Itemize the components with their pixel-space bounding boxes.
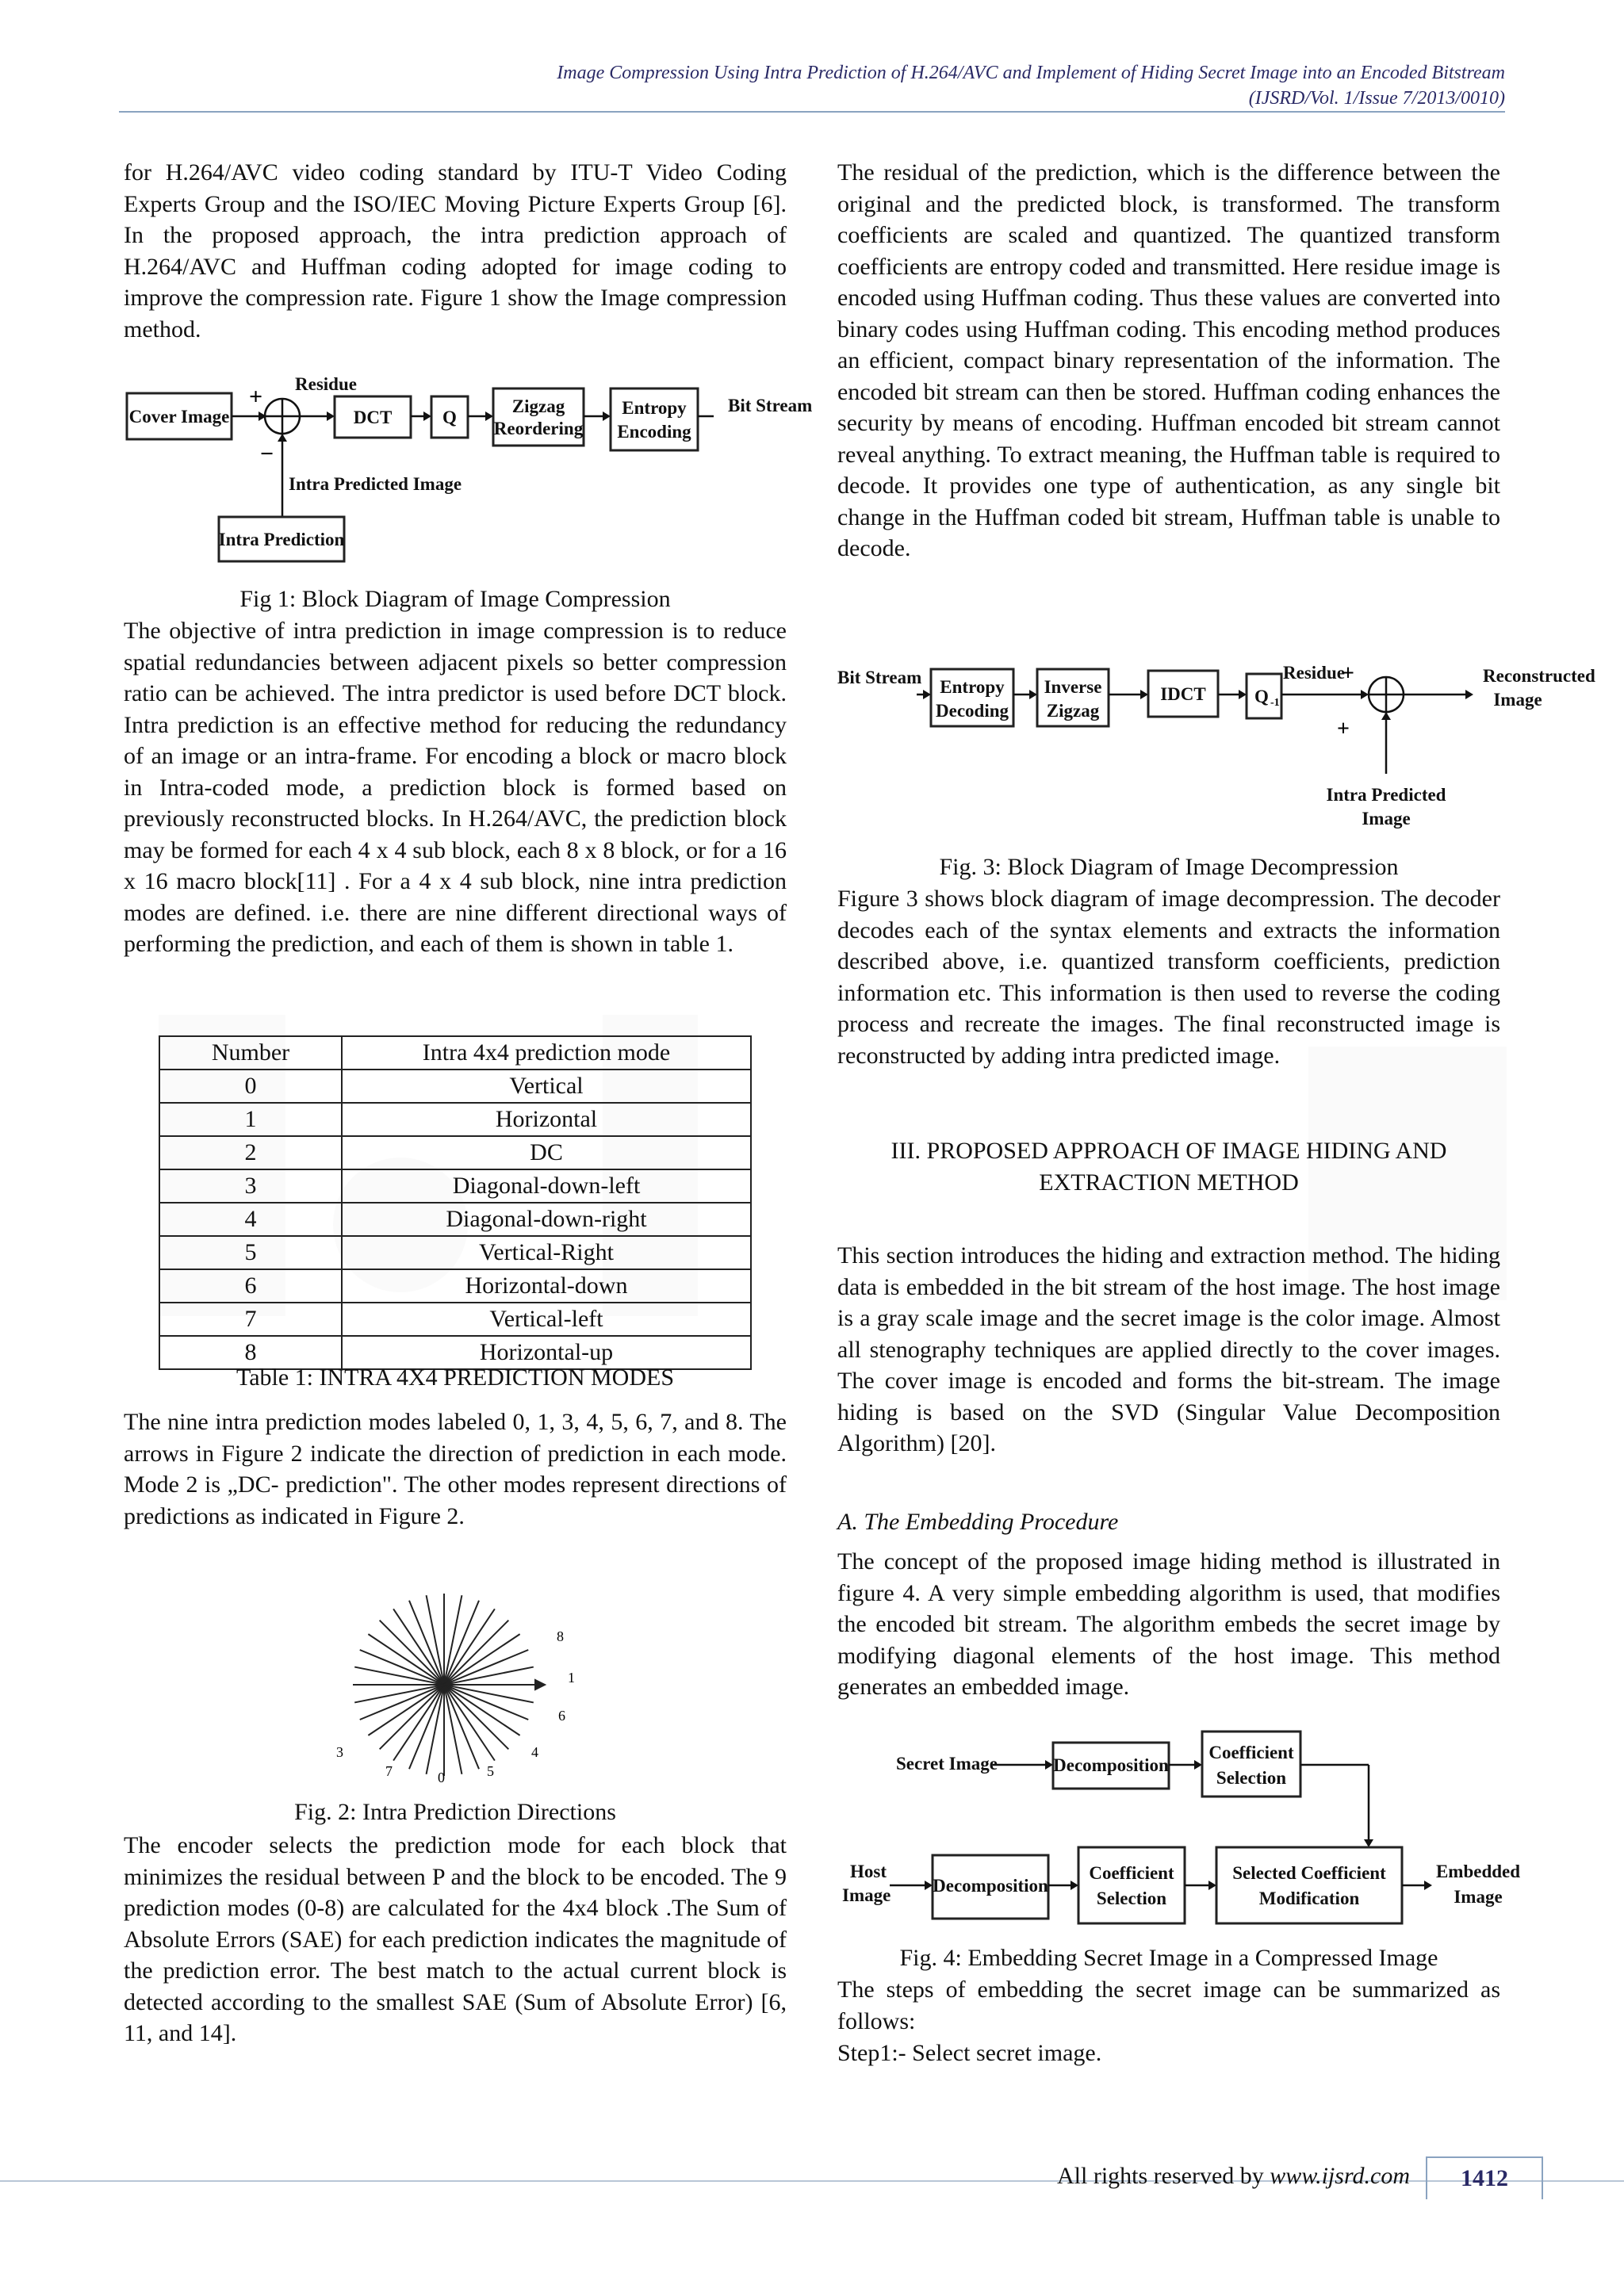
right-paragraph-4: The concept of the proposed image hiding method is illustrated in figure 4. A very simple embedding algorithm is used, that modifies the encoded bit stream. The algorithm embeds the secret image by modifying diagonal elements of the host image. This method generates an embedded image. (837, 1548, 1500, 1700)
left-paragraph-4: The encoder selects the prediction mode for each block that minimizes the residual between P and the block to be encoded. The 9 prediction modes (0-8) are calculated for the 4x4 block .The Sum of Absolute Errors (SAE) for each prediction indicates the magnitude of the prediction error. The best match to the actual current block is detected according to the smallest SAE (Sum of Absolute Error) [6, 11, and 14]. (124, 1832, 787, 2046)
figure-1-caption: Fig 1: Block Diagram of Image Compression (239, 586, 671, 612)
right-paragraph-1: The residual of the prediction, which is the difference between the original and the predicted block, is transformed. The transform coefficients are scaled and quantized. The quantized transform coefficients are entropy coded and transmitted. Here residue image is encoded using Huffman coding. Thus these values are converted into binary codes using Huffman coding. This encoding method produces an efficient, compact binary representation of the information. The encoded bit stream can then be stored. Huffman coding enhances the security by means of encoding. Huffman encoded bit stream cannot reveal anything. To extract meaning, the Huffman table is required to decode. It provides one type of authentication, as any single bit change in the Huffman coded bit stream, Huffman table is unable to decode. (837, 159, 1500, 561)
table-row: 8 Horizontal-up (159, 1336, 751, 1369)
subsection-heading: A. The Embedding Procedure (837, 1509, 1119, 1535)
direction-label-3: 3 (336, 1744, 343, 1760)
intra-predicted-label-2: Image (1362, 809, 1411, 828)
bit-stream-label: Bit Stream (837, 668, 922, 687)
right-paragraph-5: The steps of embedding the secret image can be summarized as follows: (837, 1976, 1500, 2034)
right-paragraph-2: Figure 3 shows block diagram of image decompression. The decoder decodes each of the syntax elements and extracts the information described above, i.e. quantized transform coefficients, prediction information etc. This information is then used to reverse the coding process and recreate the images. The final reconstructed image is reconstructed by adding intra predicted image. (837, 886, 1500, 1069)
modification-label-2: Modification (1258, 1888, 1360, 1908)
figure-3-caption: Fig. 3: Block Diagram of Image Decompression (939, 854, 1399, 880)
modification-label-1: Selected Coefficient (1232, 1863, 1386, 1883)
direction-label-1: 1 (568, 1670, 575, 1686)
intra-predicted-label-1: Intra Predicted (1326, 785, 1446, 805)
figure-2-directions (301, 1586, 619, 1792)
dct-label: DCT (353, 408, 393, 427)
embedded-label-1: Embedded (1435, 1862, 1521, 1881)
host-label-2: Image (842, 1885, 891, 1905)
direction-arrowhead (535, 1680, 545, 1689)
plus-sign: + (249, 384, 263, 410)
entropy-decoding-label-1: Entropy (940, 677, 1005, 697)
table-row: 0 Vertical (159, 1070, 751, 1103)
q-label: Q (442, 408, 457, 427)
inverse-quantizer-superscript: -1 (1270, 697, 1280, 709)
figure-1-compression-diagram (119, 373, 817, 571)
entropy-label-2: Encoding (617, 422, 691, 442)
secret-image-label: Secret Image (896, 1754, 998, 1774)
prediction-modes-table (159, 1035, 752, 1370)
page-number: 1412 (1426, 2156, 1543, 2199)
table-row: 1 Horizontal (159, 1103, 751, 1136)
coefficient-selection-label-1b: Selection (1216, 1768, 1287, 1788)
direction-label-7: 7 (385, 1763, 393, 1779)
embedded-label-2: Image (1454, 1887, 1503, 1907)
plus-sign-1: + (1342, 661, 1354, 686)
decomposition-label-1: Decomposition (1053, 1755, 1169, 1775)
header-rule (119, 111, 1505, 113)
table-header-number: Number (159, 1036, 342, 1070)
table-row: 4 Diagonal-down-right (159, 1203, 751, 1236)
right-paragraph-6: Step1:- Select secret image. (837, 2040, 1102, 2066)
table-row: 7 Vertical-left (159, 1303, 751, 1336)
decomposition-label-2: Decomposition (933, 1876, 1048, 1896)
footer-rights (1057, 2163, 1410, 2190)
left-paragraph-3: The nine intra prediction modes labeled 0, 1, 3, 4, 5, 6, 7, and 8. The arrows in Figure 2 indicate the direction of prediction in each mode. Mode 2 is „DC- prediction". The other modes represent directions of predictions as indicated in Figure 2. (124, 1409, 787, 1529)
table-row: 2 DC (159, 1136, 751, 1169)
running-header-title: Image Compression Using Intra Prediction of H.264/AVC and Implement of Hiding Secret Image into an Encoded Bitstream (557, 63, 1505, 83)
table-row: 3 Diagonal-down-left (159, 1169, 751, 1203)
cover-image-label: Cover Image (128, 407, 230, 427)
selected-coefficient-modification-box (1216, 1847, 1402, 1923)
inverse-zigzag-label-2: Zigzag (1046, 701, 1100, 721)
table-1-caption: Table 1: INTRA 4X4 PREDICTION MODES (236, 1364, 675, 1391)
section-heading-line-1: III. PROPOSED APPROACH OF IMAGE HIDING AND (891, 1138, 1447, 1164)
inverse-quantizer-label: Q (1254, 687, 1269, 706)
direction-label-8: 8 (557, 1628, 564, 1644)
idct-label: IDCT (1160, 684, 1206, 704)
coefficient-selection-box-2 (1078, 1847, 1185, 1923)
direction-label-6: 6 (558, 1708, 565, 1724)
coefficient-selection-label-2b: Selection (1096, 1888, 1167, 1908)
section-heading-line-2: EXTRACTION METHOD (1039, 1169, 1299, 1196)
intra-prediction-label: Intra Prediction (218, 530, 345, 549)
entropy-decoding-label-2: Decoding (936, 701, 1009, 721)
direction-label-0: 0 (438, 1770, 445, 1785)
coefficient-selection-label-2a: Coefficient (1089, 1863, 1174, 1883)
direction-label-4: 4 (531, 1744, 538, 1760)
figure-4-caption: Fig. 4: Embedding Secret Image in a Compressed Image (899, 1945, 1438, 1971)
left-paragraph-1: for H.264/AVC video coding standard by ITU-T Video Coding Experts Group and the ISO/IEC Moving Picture Experts Group [6]. In the proposed approach, the intra prediction approach of H.264/AVC and Huffman coding adopted for image coding to improve the compression rate. Figure 1 show the Image compression method. (124, 159, 787, 342)
residue-label: Residue (1283, 663, 1345, 683)
zigzag-label-1: Zigzag (511, 396, 565, 416)
table-header-row (159, 1036, 751, 1070)
entropy-label-1: Entropy (622, 398, 687, 418)
running-header-issue: (IJSRD/Vol. 1/Issue 7/2013/0010) (1248, 88, 1505, 109)
host-label-1: Host (850, 1862, 887, 1881)
residue-label: Residue (295, 374, 357, 394)
plus-sign-2: + (1337, 717, 1350, 741)
figure-3-decompression-diagram (834, 655, 1595, 845)
coefficient-selection-label-1a: Coefficient (1208, 1743, 1294, 1762)
table-row: 6 Horizontal-down (159, 1269, 751, 1303)
right-paragraph-3: This section introduces the hiding and extraction method. The hiding data is embedded in the bit stream of the host image. The host image is a gray scale image and the secret image is the color image. Almost all stenography techniques are applied directly to the cover images. The cover image is encoded and forms the bit-stream. The image hiding is based on the SVD (Singular Value Decomposition Algorithm) [20]. (837, 1242, 1500, 1456)
left-paragraph-2: The objective of intra prediction in image compression is to reduce spatial redundancies between adjacent pixels so better compression ratio can be achieved. The intra predictor is used before DCT block. Intra prediction is an effective method for reducing the redundancy of an image or an intra-frame. For encoding a block or macro block in Intra-coded mode, a prediction block is formed based on previously reconstructed blocks. In H.264/AVC, the prediction block may be formed for each 4 x 4 sub block, each 8 x 8 block, or for a 16 x 16 macro block[11] . For a 4 x 4 sub block, nine intra prediction modes are defined. i.e. there are nine different directional ways of performing the prediction, and each of them is shown in table 1. (124, 618, 787, 957)
reconstructed-label-2: Image (1493, 690, 1542, 710)
figure-2-caption: Fig. 2: Intra Prediction Directions (294, 1799, 616, 1825)
intra-predicted-image-label: Intra Predicted Image (289, 474, 462, 494)
table-row: 5 Vertical-Right (159, 1236, 751, 1269)
bit-stream-label: Bit Stream (728, 396, 813, 415)
reconstructed-label-1: Reconstructed (1483, 666, 1595, 686)
inverse-zigzag-label-1: Inverse (1044, 677, 1102, 697)
minus-sign: − (260, 441, 274, 467)
footer-site-link[interactable]: www.ijsrd.com (1270, 2163, 1410, 2189)
table-header-mode: Intra 4x4 prediction mode (342, 1036, 751, 1070)
direction-label-5: 5 (487, 1763, 494, 1779)
zigzag-label-2: Reordering (493, 419, 584, 438)
footer-rights-text: All rights reserved by (1057, 2163, 1270, 2189)
figure-4-embedding-diagram (834, 1728, 1532, 1939)
